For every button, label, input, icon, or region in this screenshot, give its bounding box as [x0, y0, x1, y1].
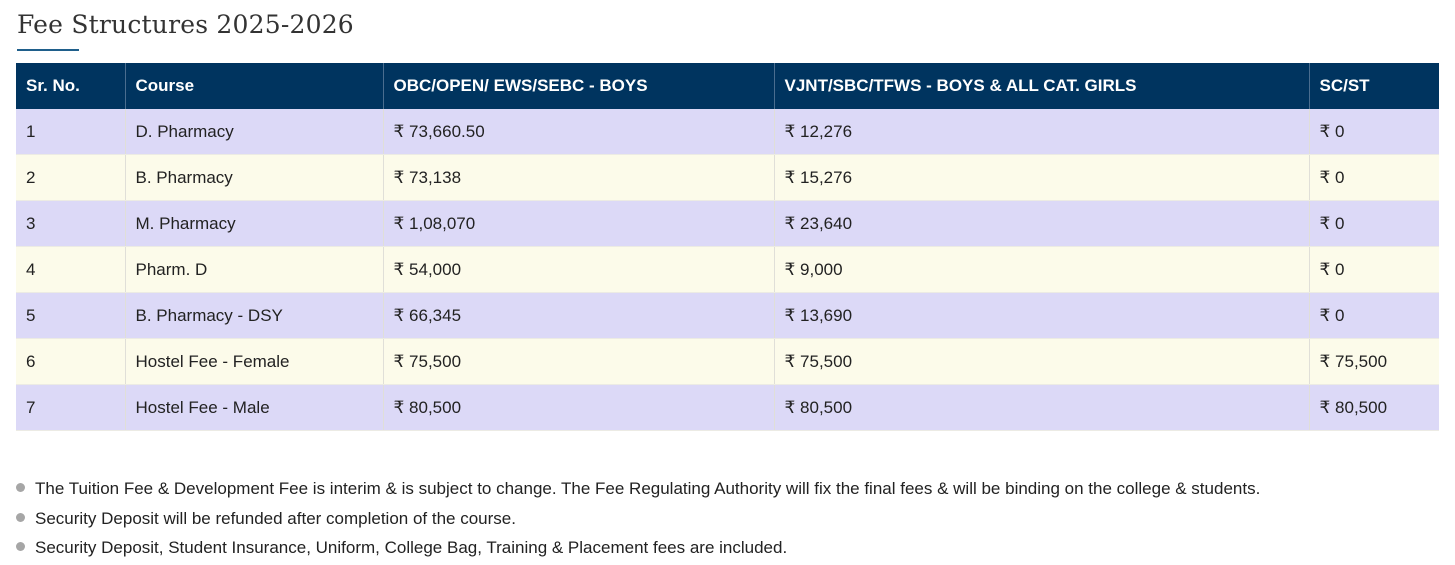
- note-text: Security Deposit will be refunded after completion of the course.: [35, 508, 516, 528]
- cell-obc-open-fee: ₹ 75,500: [383, 339, 774, 385]
- header-vjnt-sbc: VJNT/SBC/TFWS - BOYS & ALL CAT. GIRLS: [774, 63, 1309, 109]
- cell-obc-open-fee: ₹ 66,345: [383, 293, 774, 339]
- note-item: [16, 476, 1260, 506]
- table-row: [16, 201, 1439, 247]
- bullet-icon: [16, 542, 25, 551]
- table-row: [16, 155, 1439, 201]
- cell-sc-st-fee: ₹ 75,500: [1309, 339, 1439, 385]
- header-sr-no: Sr. No.: [16, 63, 125, 109]
- cell-sr-no: 5: [16, 293, 125, 339]
- header-course: Course: [125, 63, 383, 109]
- cell-vjnt-sbc-fee: ₹ 23,640: [774, 201, 1309, 247]
- cell-vjnt-sbc-fee: ₹ 9,000: [774, 247, 1309, 293]
- bullet-icon: [16, 513, 25, 522]
- cell-vjnt-sbc-fee: ₹ 13,690: [774, 293, 1309, 339]
- cell-sc-st-fee: ₹ 0: [1309, 155, 1439, 201]
- cell-course: B. Pharmacy - DSY: [125, 293, 383, 339]
- cell-sr-no: 2: [16, 155, 125, 201]
- cell-course: B. Pharmacy: [125, 155, 383, 201]
- table-row: [16, 339, 1439, 385]
- cell-obc-open-fee: ₹ 73,138: [383, 155, 774, 201]
- cell-course: Pharm. D: [125, 247, 383, 293]
- cell-vjnt-sbc-fee: ₹ 12,276: [774, 109, 1309, 155]
- cell-sr-no: 3: [16, 201, 125, 247]
- cell-vjnt-sbc-fee: ₹ 15,276: [774, 155, 1309, 201]
- cell-vjnt-sbc-fee: ₹ 75,500: [774, 339, 1309, 385]
- cell-course: Hostel Fee - Female: [125, 339, 383, 385]
- cell-sc-st-fee: ₹ 0: [1309, 109, 1439, 155]
- table-header-row: [16, 63, 1439, 109]
- table-row: [16, 385, 1439, 431]
- note-text: The Tuition Fee & Development Fee is interim & is subject to change. The Fee Regulating Authority will fix the final fees & will be binding on the college & students.: [35, 479, 1261, 498]
- table-row: [16, 109, 1439, 155]
- cell-sc-st-fee: ₹ 0: [1309, 201, 1439, 247]
- table-row: [16, 247, 1439, 293]
- cell-obc-open-fee: ₹ 1,08,070: [383, 201, 774, 247]
- page-title: Fee Structures 2025-2026: [17, 10, 354, 39]
- cell-obc-open-fee: ₹ 54,000: [383, 247, 774, 293]
- note-text: Security Deposit, Student Insurance, Uniform, College Bag, Training & Placement fees are included.: [35, 538, 788, 557]
- cell-sc-st-fee: ₹ 0: [1309, 247, 1439, 293]
- cell-course: D. Pharmacy: [125, 109, 383, 155]
- fee-table: [16, 63, 1439, 431]
- table-row: [16, 293, 1439, 339]
- cell-sr-no: 7: [16, 385, 125, 431]
- note-item: [16, 506, 1260, 536]
- fee-notes-list: [16, 476, 1260, 565]
- note-item: [16, 535, 1260, 565]
- cell-obc-open-fee: ₹ 73,660.50: [383, 109, 774, 155]
- cell-course: M. Pharmacy: [125, 201, 383, 247]
- header-sc-st: SC/ST: [1309, 63, 1439, 109]
- cell-sr-no: 1: [16, 109, 125, 155]
- cell-obc-open-fee: ₹ 80,500: [383, 385, 774, 431]
- cell-sc-st-fee: ₹ 80,500: [1309, 385, 1439, 431]
- cell-course: Hostel Fee - Male: [125, 385, 383, 431]
- cell-sr-no: 6: [16, 339, 125, 385]
- cell-sr-no: 4: [16, 247, 125, 293]
- header-obc-open: OBC/OPEN/ EWS/SEBC - BOYS: [383, 63, 774, 109]
- title-underline: [17, 49, 79, 51]
- cell-vjnt-sbc-fee: ₹ 80,500: [774, 385, 1309, 431]
- cell-sc-st-fee: ₹ 0: [1309, 293, 1439, 339]
- bullet-icon: [16, 483, 25, 492]
